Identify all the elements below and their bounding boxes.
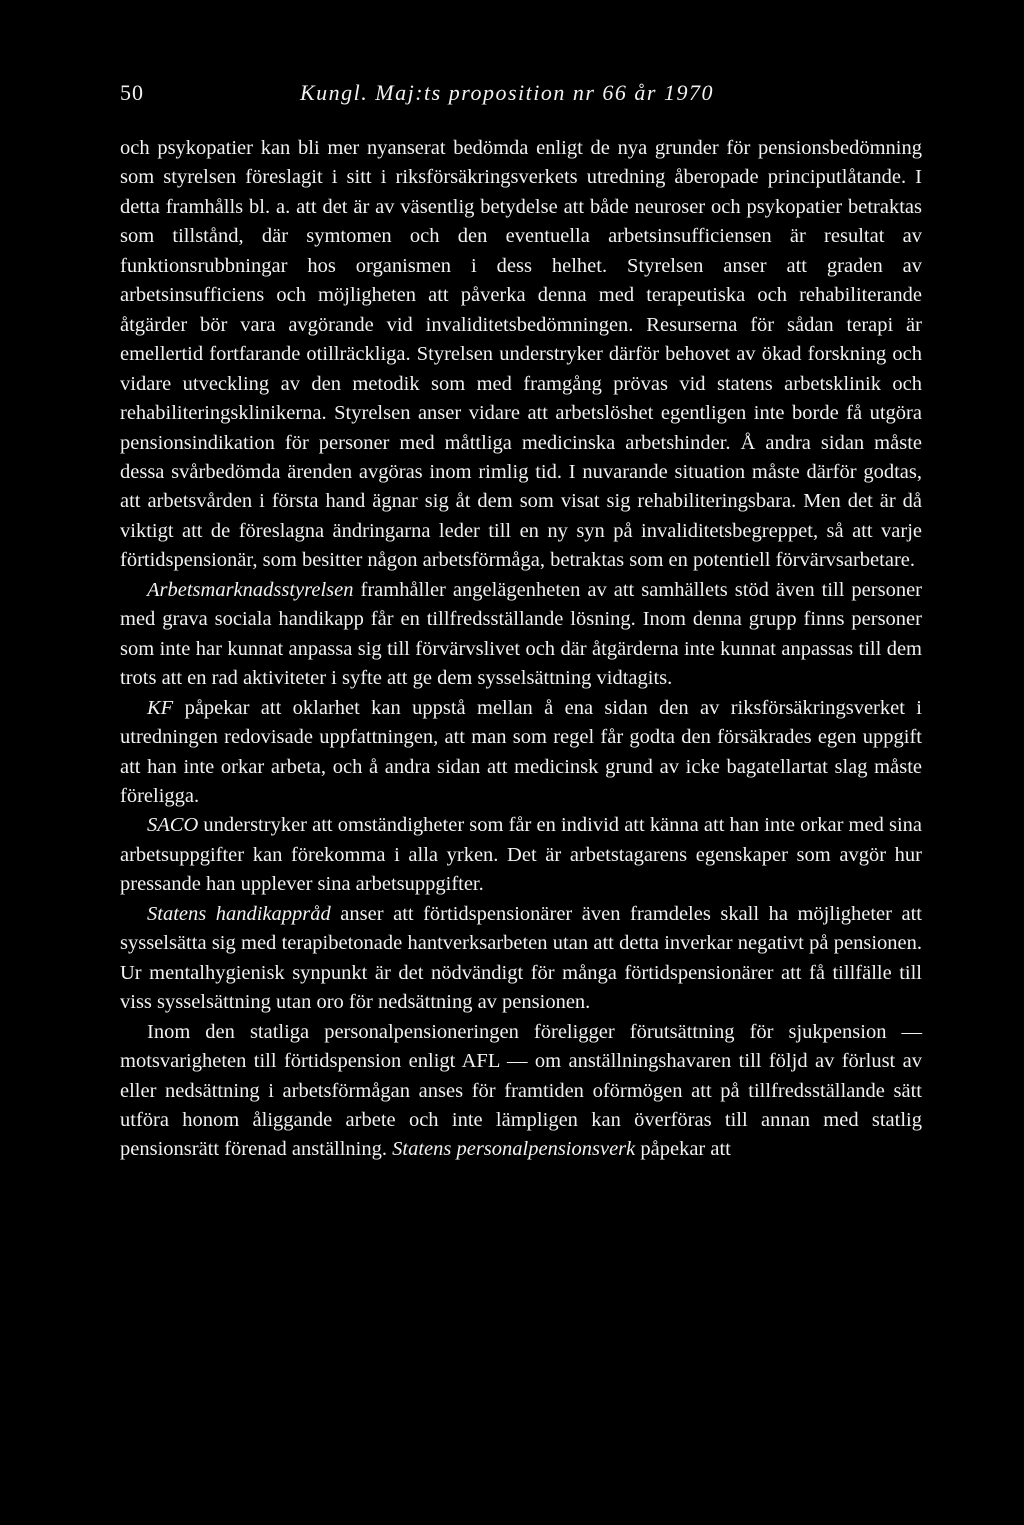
page-number: 50 [120, 80, 144, 105]
paragraph-text: understryker att omständigheter som får en individ att känna att han inte orkar med sina arbetsuppgifter kan förekomma i alla yrken. Det är arbetstagarens egenskaper som avgör hur pressande han upplever sina arbetsuppgifter. [120, 814, 922, 896]
paragraph-lead: KF [147, 696, 174, 719]
body-text [120, 134, 922, 1165]
paragraph-text: påpekar att oklarhet kan uppstå mellan å ena sidan den av riksförsäkringsverket i utredningen redovisade uppfattningen, att man som regel får godta den försäkrades egen uppgift att han inte orkar arbeta, och å andra sidan att medicinsk grund av icke bagatellartat slag måste föreligga. [120, 696, 922, 807]
paragraph-trail-emphasis: Statens personalpensionsverk [392, 1138, 636, 1161]
paragraph-text: framhåller angelägenheten av att samhällets stöd även till personer med grava sociala handikapp får en tillfredsställande lösning. Inom denna grupp finns personer som inte har kunnat anpassa sig till förvärvslivet och där åtgärderna inte kunnat anpassas till dem trots att en rad aktiviteter i syfte att ge dem sysselsättning vidtagits. [120, 578, 922, 690]
paragraph-text: och psykopatier kan bli mer nyanserat bedömda enligt de nya grunder för pensionsbedömning som styrelsen föreslagit i sitt i riksförsäkringsverkets utredning åberopade principutlåtande. I detta framhålls bl. a. att det är av väsentlig betydelse att både neuroser och psykopatier betraktas som tillstånd, där symtomen och den eventuella arbetsinsufficiensen är resultat av funktionsrubbningar hos organismen i dess helhet. Styrelsen anser att graden av arbetsinsufficiens och möjligheten att påverka denna med terapeutiska och rehabiliterande åtgärder bör vara avgörande vid invaliditetsbedömningen. Resurserna för sådan terapi är emellertid fortfarande otillräckliga. Styrelsen understryker därför behovet av ökad forskning och vidare utveckling av den metodik som med framgång prövas vid statens arbetsklinik och rehabiliteringsklinikerna. Styrelsen anser vidare att arbetslöshet egentligen inte borde få utgöra pensionsindikation för personer med måttliga medicinska arbetshinder. Å andra sidan måste dessa svårbedömda ärenden avgöras inom rimlig tid. I nuvarande situation måste därför godtas, att arbetsvården i första hand ägnar sig åt dem som visat sig rehabiliteringsbara. Men det är då viktigt att de föreslagna ändringarna leder till en ny syn på invaliditetsbegreppet, så att varje förtidspensionär, som besitter någon arbetsförmåga, betraktas som en potentiell förvärvsarbetare. [120, 137, 922, 572]
paragraph-continuation [120, 134, 922, 576]
paragraph-personalpensionering [120, 1018, 922, 1165]
paragraph-text: anser att förtidspensionärer även framdeles skall ha möjligheter att sysselsätta sig med terapibetonade hantverksarbeten utan att detta inverkar negativt på pensionen. Ur mentalhygienisk synpunkt är det nödvändigt för många förtidspensionärer att få tillfälle till viss sysselsättning utan oro för nedsättning av pensionen. [120, 902, 922, 1014]
paragraph-lead: Statens handikappråd [147, 902, 331, 925]
paragraph-kf [120, 694, 922, 812]
page-content [120, 80, 922, 1165]
paragraph-trail-text: påpekar att [635, 1138, 731, 1161]
paragraph-lead: Arbetsmarknadsstyrelsen [147, 578, 354, 601]
paragraph-arbetsmarknadsstyrelsen [120, 576, 922, 694]
paragraph-text: Inom den statliga personalpensioneringen föreligger förutsättning för sjukpension — motsvarigheten till förtidspension enligt AFL — om anställningshavaren till följd av förlust av eller nedsättning i arbetsförmågan anses för framtiden oförmögen att på tillfredsställande sätt utföra honom åliggande arbete och inte lämpligen kan överföras till annan med statlig pensionsrätt förenad anställning. [120, 1020, 922, 1161]
paragraph-statens-handikappraad [120, 900, 922, 1018]
page-header [120, 80, 922, 118]
running-title: Kungl. Maj:ts proposition nr 66 år 1970 [300, 80, 714, 105]
paragraph-saco [120, 811, 922, 899]
paragraph-lead: SACO [147, 814, 199, 837]
